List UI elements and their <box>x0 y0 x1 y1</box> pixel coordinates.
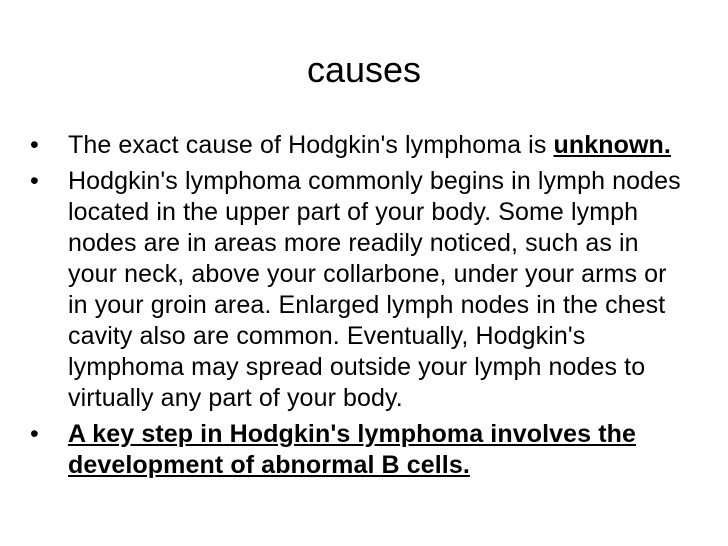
bullet-text: Hodgkin's lymphoma commonly begins in lymph nodes located in the upper part of your body. Some lymph nodes are in areas more readily noticed, such as in your neck, above your collarbone, under your arms or in your groin area. Enlarged lymph nodes in the chest cavity also are common. Eventually, Hodgkin's lymphoma may spread outside your lymph nodes to virtually any part of your body. <box>68 167 681 412</box>
slide-title: causes <box>306 49 422 90</box>
bullet-item-lymph-nodes <box>30 166 690 414</box>
bullet-item-cause-unknown <box>30 130 690 161</box>
bullet-dot-icon: • <box>30 420 39 448</box>
bullet-list <box>30 130 690 486</box>
bullet-text: The exact cause of Hodgkin's lymphoma is <box>68 131 554 159</box>
bullet-dot-icon: • <box>30 167 39 195</box>
bullet-item-b-cells <box>30 419 690 481</box>
bullet-emphasis: unknown. <box>553 131 671 159</box>
bullet-dot-icon: • <box>30 131 39 159</box>
bullet-emphasis: A key step in Hodgkin's lymphoma involves the development of abnormal B cells. <box>68 420 636 479</box>
